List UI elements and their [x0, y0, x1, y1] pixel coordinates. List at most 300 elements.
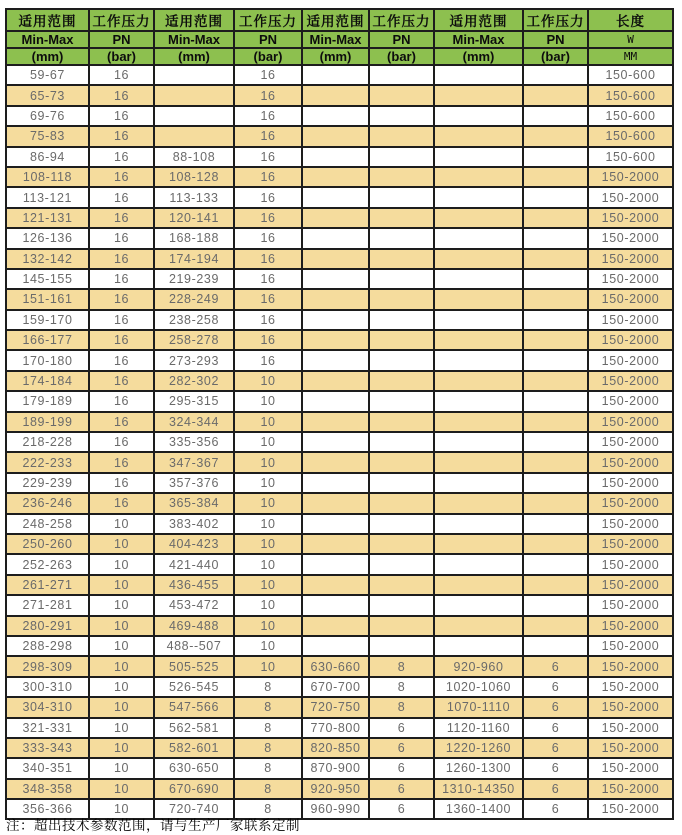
- table-cell: [302, 371, 369, 391]
- table-cell: [369, 432, 434, 452]
- table-cell: 6: [523, 697, 588, 717]
- header-cell: (mm): [6, 48, 89, 65]
- table-cell: 16: [89, 432, 154, 452]
- table-cell: [369, 473, 434, 493]
- table-cell: 16: [89, 412, 154, 432]
- table-cell: 10: [89, 738, 154, 758]
- table-cell: 8: [369, 697, 434, 717]
- table-cell: 16: [89, 208, 154, 228]
- table-cell: 870-900: [302, 758, 369, 778]
- table-cell: [369, 269, 434, 289]
- table-cell: 150-2000: [588, 310, 673, 330]
- table-cell: [523, 187, 588, 207]
- table-cell: 16: [89, 106, 154, 126]
- table-cell: 16: [234, 310, 302, 330]
- table-cell: 10: [89, 656, 154, 676]
- table-cell: [302, 269, 369, 289]
- header-cell: PN: [234, 31, 302, 48]
- table-cell: 1070-1110: [434, 697, 523, 717]
- table-row: [6, 208, 673, 228]
- table-cell: 282-302: [154, 371, 234, 391]
- table-cell: 150-2000: [588, 697, 673, 717]
- table-cell: 488--507: [154, 636, 234, 656]
- table-cell: 150-600: [588, 106, 673, 126]
- table-cell: [154, 106, 234, 126]
- table-cell: 10: [89, 677, 154, 697]
- table-cell: 1220-1260: [434, 738, 523, 758]
- header-cell: (mm): [434, 48, 523, 65]
- table-cell: [369, 493, 434, 513]
- table-cell: [154, 85, 234, 105]
- table-cell: 168-188: [154, 228, 234, 248]
- table-cell: 10: [234, 616, 302, 636]
- table-cell: 170-180: [6, 350, 89, 370]
- table-cell: [434, 310, 523, 330]
- table-cell: 65-73: [6, 85, 89, 105]
- table-cell: 720-750: [302, 697, 369, 717]
- header-cell: PN: [369, 31, 434, 48]
- table-row: [6, 636, 673, 656]
- table-cell: 16: [89, 310, 154, 330]
- table-row: [6, 575, 673, 595]
- table-cell: 10: [234, 371, 302, 391]
- table-cell: 356-366: [6, 799, 89, 819]
- table-cell: 335-356: [154, 432, 234, 452]
- table-cell: 150-2000: [588, 187, 673, 207]
- table-cell: [434, 432, 523, 452]
- table-cell: 383-402: [154, 514, 234, 534]
- table-cell: [523, 126, 588, 146]
- table-cell: [434, 85, 523, 105]
- table-cell: 920-960: [434, 656, 523, 676]
- table-cell: 630-660: [302, 656, 369, 676]
- table-cell: [369, 310, 434, 330]
- table-cell: [369, 85, 434, 105]
- table-cell: 236-246: [6, 493, 89, 513]
- table-cell: [523, 514, 588, 534]
- table-row: [6, 350, 673, 370]
- table-cell: 16: [89, 187, 154, 207]
- table-cell: 150-2000: [588, 656, 673, 676]
- table-cell: 288-298: [6, 636, 89, 656]
- header-cell: 适用范围: [6, 9, 89, 31]
- table-cell: [523, 595, 588, 615]
- table-cell: [434, 452, 523, 472]
- table-cell: [369, 167, 434, 187]
- table-cell: 16: [234, 147, 302, 167]
- table-cell: 145-155: [6, 269, 89, 289]
- table-cell: [302, 412, 369, 432]
- table-cell: 150-2000: [588, 350, 673, 370]
- header-cell: (bar): [369, 48, 434, 65]
- table-row: [6, 371, 673, 391]
- table-cell: 8: [234, 677, 302, 697]
- table-cell: [434, 147, 523, 167]
- table-cell: 6: [523, 799, 588, 819]
- header-cell: (bar): [89, 48, 154, 65]
- table-row: [6, 228, 673, 248]
- table-cell: [302, 330, 369, 350]
- table-cell: 10: [89, 575, 154, 595]
- header-row: [6, 9, 673, 31]
- table-row: [6, 697, 673, 717]
- table-cell: [434, 616, 523, 636]
- table-cell: 6: [523, 738, 588, 758]
- header-cell: 工作压力: [234, 9, 302, 31]
- table-cell: 469-488: [154, 616, 234, 636]
- table-cell: 150-2000: [588, 534, 673, 554]
- table-cell: 10: [234, 636, 302, 656]
- table-cell: 150-2000: [588, 330, 673, 350]
- header-cell: 工作压力: [369, 9, 434, 31]
- table-cell: 273-293: [154, 350, 234, 370]
- table-cell: 218-228: [6, 432, 89, 452]
- header-cell: (bar): [523, 48, 588, 65]
- table-row: [6, 595, 673, 615]
- table-cell: [523, 330, 588, 350]
- table-cell: 1260-1300: [434, 758, 523, 778]
- table-cell: 526-545: [154, 677, 234, 697]
- table-cell: 348-358: [6, 779, 89, 799]
- table-cell: 10: [89, 534, 154, 554]
- table-cell: [434, 249, 523, 269]
- table-row: [6, 65, 673, 85]
- table-cell: 10: [89, 595, 154, 615]
- table-cell: 16: [234, 228, 302, 248]
- table-cell: 770-800: [302, 718, 369, 738]
- table-cell: [302, 514, 369, 534]
- table-cell: [523, 493, 588, 513]
- table-cell: 1020-1060: [434, 677, 523, 697]
- table-cell: 16: [89, 391, 154, 411]
- table-cell: 16: [234, 249, 302, 269]
- table-cell: [523, 616, 588, 636]
- table-cell: [523, 636, 588, 656]
- table-cell: 6: [523, 677, 588, 697]
- table-cell: [523, 432, 588, 452]
- table-cell: 1360-1400: [434, 799, 523, 819]
- table-cell: [523, 371, 588, 391]
- table-cell: 88-108: [154, 147, 234, 167]
- table-cell: [302, 575, 369, 595]
- header-row: [6, 31, 673, 48]
- table-row: [6, 432, 673, 452]
- table-cell: [523, 534, 588, 554]
- table-cell: [434, 187, 523, 207]
- table-row: [6, 514, 673, 534]
- table-cell: 229-239: [6, 473, 89, 493]
- table-cell: [369, 554, 434, 574]
- table-cell: 252-263: [6, 554, 89, 574]
- table-cell: [434, 391, 523, 411]
- table-cell: 8: [234, 799, 302, 819]
- table-cell: [154, 126, 234, 146]
- table-cell: 280-291: [6, 616, 89, 636]
- table-cell: 10: [89, 514, 154, 534]
- table-cell: 10: [234, 493, 302, 513]
- table-cell: [523, 452, 588, 472]
- table-row: [6, 147, 673, 167]
- table-cell: 121-131: [6, 208, 89, 228]
- table-cell: 16: [89, 126, 154, 146]
- table-row: [6, 249, 673, 269]
- table-cell: [434, 412, 523, 432]
- table-cell: 150-600: [588, 147, 673, 167]
- table-row: [6, 493, 673, 513]
- table-cell: 720-740: [154, 799, 234, 819]
- table-cell: 347-367: [154, 452, 234, 472]
- table-row: [6, 718, 673, 738]
- table-cell: 436-455: [154, 575, 234, 595]
- table-cell: [302, 310, 369, 330]
- table-cell: [369, 187, 434, 207]
- table-cell: [369, 126, 434, 146]
- header-cell: Min-Max: [6, 31, 89, 48]
- table-cell: [369, 147, 434, 167]
- table-cell: [302, 473, 369, 493]
- table-cell: 150-2000: [588, 514, 673, 534]
- table-cell: 8: [369, 656, 434, 676]
- table-cell: 150-2000: [588, 289, 673, 309]
- table-cell: [302, 350, 369, 370]
- table-row: [6, 126, 673, 146]
- table-row: [6, 534, 673, 554]
- table-cell: [302, 208, 369, 228]
- table-cell: 10: [89, 779, 154, 799]
- table-cell: [434, 493, 523, 513]
- table-cell: [523, 350, 588, 370]
- table-cell: [523, 147, 588, 167]
- table-cell: 150-600: [588, 126, 673, 146]
- table-cell: 261-271: [6, 575, 89, 595]
- table-cell: 150-2000: [588, 636, 673, 656]
- table-cell: [434, 65, 523, 85]
- table-cell: [302, 147, 369, 167]
- table-cell: [434, 514, 523, 534]
- table-cell: [302, 167, 369, 187]
- header-cell: Min-Max: [154, 31, 234, 48]
- table-cell: 189-199: [6, 412, 89, 432]
- table-row: [6, 187, 673, 207]
- table-cell: [369, 534, 434, 554]
- table-row: [6, 269, 673, 289]
- table-cell: [302, 616, 369, 636]
- table-cell: 150-2000: [588, 799, 673, 819]
- table-cell: 298-309: [6, 656, 89, 676]
- table-cell: [434, 289, 523, 309]
- header-cell: W: [588, 31, 673, 48]
- table-cell: 16: [89, 249, 154, 269]
- table-cell: 16: [234, 65, 302, 85]
- table-row: [6, 616, 673, 636]
- table-cell: 150-2000: [588, 554, 673, 574]
- table-cell: [302, 493, 369, 513]
- table-cell: [523, 228, 588, 248]
- table-cell: 6: [369, 718, 434, 738]
- table-cell: 10: [89, 636, 154, 656]
- table-cell: 228-249: [154, 289, 234, 309]
- table-cell: [523, 473, 588, 493]
- table-cell: [523, 65, 588, 85]
- table-cell: 10: [234, 575, 302, 595]
- table-cell: 6: [369, 738, 434, 758]
- table-cell: 150-2000: [588, 738, 673, 758]
- table-cell: 150-2000: [588, 575, 673, 595]
- table-cell: [302, 595, 369, 615]
- table-header: [6, 9, 673, 65]
- table-cell: 16: [89, 65, 154, 85]
- header-cell: MM: [588, 48, 673, 65]
- table-cell: 10: [234, 554, 302, 574]
- header-cell: 适用范围: [434, 9, 523, 31]
- table-row: [6, 554, 673, 574]
- table-cell: 174-194: [154, 249, 234, 269]
- table-cell: 10: [234, 391, 302, 411]
- table-cell: 670-700: [302, 677, 369, 697]
- table-cell: 321-331: [6, 718, 89, 738]
- table-cell: 1120-1160: [434, 718, 523, 738]
- table-cell: 151-161: [6, 289, 89, 309]
- table-cell: 166-177: [6, 330, 89, 350]
- table-cell: 222-233: [6, 452, 89, 472]
- table-cell: [369, 636, 434, 656]
- table-cell: 150-2000: [588, 473, 673, 493]
- table-cell: 16: [234, 350, 302, 370]
- table-cell: [523, 575, 588, 595]
- table-cell: [523, 412, 588, 432]
- table-cell: 16: [89, 452, 154, 472]
- table-cell: [369, 249, 434, 269]
- table-cell: 10: [234, 534, 302, 554]
- table-cell: 547-566: [154, 697, 234, 717]
- table-cell: [523, 554, 588, 574]
- table-cell: 10: [89, 799, 154, 819]
- table-cell: [523, 208, 588, 228]
- table-cell: [154, 65, 234, 85]
- table-cell: [302, 534, 369, 554]
- table-cell: [302, 391, 369, 411]
- table-cell: [369, 391, 434, 411]
- table-cell: 10: [89, 697, 154, 717]
- table-cell: [369, 412, 434, 432]
- table-cell: 248-258: [6, 514, 89, 534]
- table-cell: 16: [89, 85, 154, 105]
- table-cell: 258-278: [154, 330, 234, 350]
- table-cell: 16: [234, 289, 302, 309]
- table-cell: 150-2000: [588, 595, 673, 615]
- table-cell: 10: [89, 758, 154, 778]
- table-cell: [369, 106, 434, 126]
- table-cell: 150-2000: [588, 228, 673, 248]
- table-cell: 6: [523, 779, 588, 799]
- header-cell: 适用范围: [154, 9, 234, 31]
- table-cell: 150-2000: [588, 391, 673, 411]
- table-row: [6, 738, 673, 758]
- table-cell: [369, 65, 434, 85]
- header-cell: 工作压力: [89, 9, 154, 31]
- table-cell: 16: [234, 269, 302, 289]
- footnote: 注：超出技术参数范围，请与生产厂家联系定制: [6, 818, 300, 834]
- table-cell: 8: [234, 758, 302, 778]
- table-cell: [523, 269, 588, 289]
- table-cell: [434, 575, 523, 595]
- table-cell: 150-2000: [588, 493, 673, 513]
- table-cell: [369, 350, 434, 370]
- table-row: [6, 330, 673, 350]
- spec-table: [5, 8, 674, 820]
- table-cell: 8: [234, 779, 302, 799]
- table-cell: 16: [234, 126, 302, 146]
- table-cell: [302, 249, 369, 269]
- table-cell: 150-2000: [588, 718, 673, 738]
- table-cell: [369, 452, 434, 472]
- table-cell: 86-94: [6, 147, 89, 167]
- table-cell: [302, 554, 369, 574]
- table-cell: 6: [523, 718, 588, 738]
- table-cell: [302, 432, 369, 452]
- table-cell: 150-600: [588, 65, 673, 85]
- table-cell: 150-2000: [588, 452, 673, 472]
- table-cell: 108-128: [154, 167, 234, 187]
- table-row: [6, 412, 673, 432]
- table-cell: 10: [234, 595, 302, 615]
- table-cell: 16: [89, 289, 154, 309]
- table-cell: [302, 452, 369, 472]
- table-cell: 159-170: [6, 310, 89, 330]
- table-cell: 16: [89, 330, 154, 350]
- table-cell: 582-601: [154, 738, 234, 758]
- table-cell: 295-315: [154, 391, 234, 411]
- table-cell: [434, 106, 523, 126]
- table-cell: 16: [89, 371, 154, 391]
- table-cell: 421-440: [154, 554, 234, 574]
- table-cell: 357-376: [154, 473, 234, 493]
- table-cell: [369, 371, 434, 391]
- table-row: [6, 452, 673, 472]
- table-row: [6, 310, 673, 330]
- table-cell: [302, 636, 369, 656]
- table-cell: [434, 534, 523, 554]
- table-cell: 8: [234, 697, 302, 717]
- table-cell: 670-690: [154, 779, 234, 799]
- table-cell: [369, 514, 434, 534]
- table-cell: [434, 595, 523, 615]
- table-cell: [523, 249, 588, 269]
- table-cell: [434, 269, 523, 289]
- header-cell: (mm): [154, 48, 234, 65]
- table-cell: 69-76: [6, 106, 89, 126]
- header-cell: 适用范围: [302, 9, 369, 31]
- table-cell: 132-142: [6, 249, 89, 269]
- table-cell: 304-310: [6, 697, 89, 717]
- table-cell: 150-2000: [588, 677, 673, 697]
- table-cell: 630-650: [154, 758, 234, 778]
- table-cell: 108-118: [6, 167, 89, 187]
- table-row: [6, 779, 673, 799]
- table-cell: 6: [369, 799, 434, 819]
- table-cell: 179-189: [6, 391, 89, 411]
- table-cell: 16: [89, 473, 154, 493]
- header-row: [6, 48, 673, 65]
- header-cell: (bar): [234, 48, 302, 65]
- table-cell: 16: [89, 167, 154, 187]
- table-cell: 960-990: [302, 799, 369, 819]
- table-cell: [434, 554, 523, 574]
- table-cell: [523, 289, 588, 309]
- table-cell: 16: [89, 269, 154, 289]
- table-cell: 1310-14350: [434, 779, 523, 799]
- table-cell: 8: [369, 677, 434, 697]
